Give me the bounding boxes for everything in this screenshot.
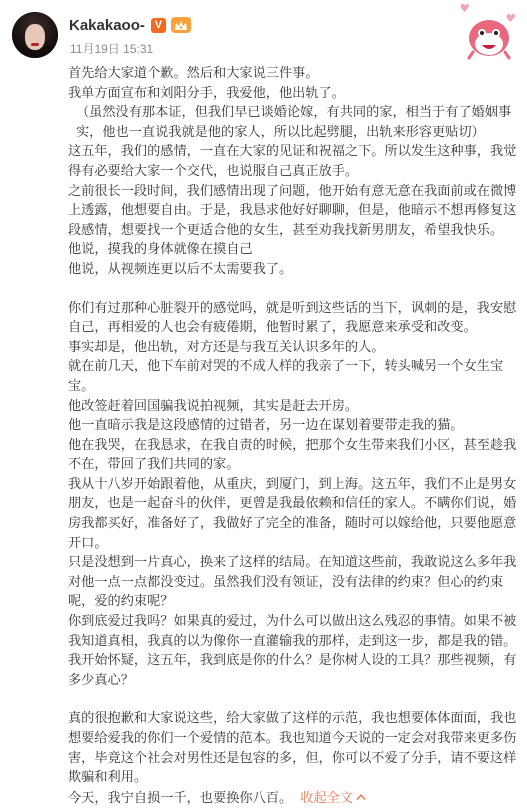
- paragraph: 只是没想到一片真心，换来了这样的结局。在知道这些前，我敢说这么多年我对他一点一点都没变过。虽然我们没有领证，没有法律的约束？但心的约束呢，爱的约束呢？: [68, 555, 517, 610]
- paragraph: 之前很长一段时间，我们感情出现了问题，他开始有意无意在我面前或在微博上透露，他想要自由。于是，我恳求他好好聊聊，但是，他暗示不想再修复这段感情，想要找一个更适合他的女生，甚至劝我找新男朋友，希望我快乐。: [68, 183, 517, 238]
- crown-badge-icon[interactable]: [171, 17, 191, 33]
- final-line-text: 今天，我宁自损一千，也要换你八百。: [68, 790, 293, 806]
- username[interactable]: Kakakaoo-: [69, 16, 145, 34]
- paragraph: 他在我哭，在我恳求，在我自责的时候，把那个女生带来我们小区，甚至趁我不在，带回了我们共同的家。: [68, 437, 517, 473]
- vip-badge-icon[interactable]: V: [151, 18, 166, 33]
- paragraph: （虽然没有那本证，但我们早已谈婚论嫁，有共同的家，相当于有了婚姻事实，他也一直说我就是他的家人，所以比起劈腿，出轨来形容更贴切）: [76, 105, 512, 140]
- paragraph: 我开始怀疑，这五年，我到底是你的什么？是你树人设的工具？那些视频，有多少真心？: [68, 653, 517, 688]
- collapse-full-text-link[interactable]: [300, 791, 366, 806]
- paragraph-gap: [68, 280, 520, 299]
- post-timestamp[interactable]: 11月19日 15:31: [70, 42, 154, 56]
- username-row: [69, 15, 191, 35]
- cartoon-sticker-icon: [455, 0, 519, 60]
- final-paragraph: [68, 788, 520, 808]
- paragraph: 事实却是，他出轨，对方还是与我互关认识多年的人。: [68, 339, 385, 355]
- chevron-up-icon[interactable]: [356, 788, 366, 808]
- paragraph: 你到底爱过我吗？如果真的爱过，为什么可以做出这么残忍的事情。如果不被我知道真相，我真的以为像你一直灌输我的那样，走到这一步，都是我的错。: [68, 614, 517, 649]
- paragraph: 这五年，我们的感情，一直在大家的见证和祝福之下。所以发生这种事，我觉得有必要给大家一个交代，也说服自己真正放手。: [68, 144, 517, 179]
- paragraph: 我单方面宣布和刘阳分手，我爱他，他出轨了。: [68, 85, 345, 101]
- post-body: [68, 64, 520, 808]
- paragraph: 他一直暗示我是这段感情的过错者，另一边在谋划着要带走我的猫。: [68, 418, 464, 434]
- collapse-label[interactable]: 收起全文: [300, 790, 353, 806]
- paragraph-gap: [68, 690, 520, 709]
- paragraph: 他说，摸我的身体就像在摸自己: [68, 242, 253, 258]
- paragraph: 他说，从视频连更以后不太需要我了。: [68, 261, 293, 277]
- paragraph: 我从十八岁开始跟着他，从重庆，到厦门，到上海。这五年，我们不止是男女朋友，也是一起奋斗的伙伴，更曾是我最依赖和信任的家人。不瞒你们说，婚房我都买好，准备好了，我做好了完全的准备，随时可以嫁给他，只要他愿意开口。: [68, 476, 517, 551]
- paragraph: 你们有过那种心脏裂开的感觉吗，就是听到这些话的当下，讽刺的是，我安慰自己，再相爱的人也会有疲倦期，他暂时累了，我愿意来承受和改变。: [68, 300, 517, 336]
- avatar-lips: [31, 43, 39, 46]
- paragraph: 他改签赶着回国骗我说拍视频，其实是赶去开房。: [68, 398, 359, 414]
- paragraph: 真的很抱歉和大家说这些，给大家做了这样的示范，我也想要体体面面，我也想要给爱我的你们一个爱情的范本。我也知道今天说的一定会对我带来更多伤害，毕竟这个社会对男性还是包容的多，但，你可以不爱了分手，请不要这样欺骗和利用。: [68, 711, 517, 786]
- avatar[interactable]: [12, 12, 58, 58]
- paragraph: 首先给大家道个歉。然后和大家说三件事。: [68, 66, 319, 81]
- post-header: [0, 0, 527, 62]
- avatar-face: [25, 24, 45, 50]
- paragraph: 就在前几天，他下车前对哭的不成人样的我亲了一下，转头喊另一个女生宝宝。: [68, 359, 504, 394]
